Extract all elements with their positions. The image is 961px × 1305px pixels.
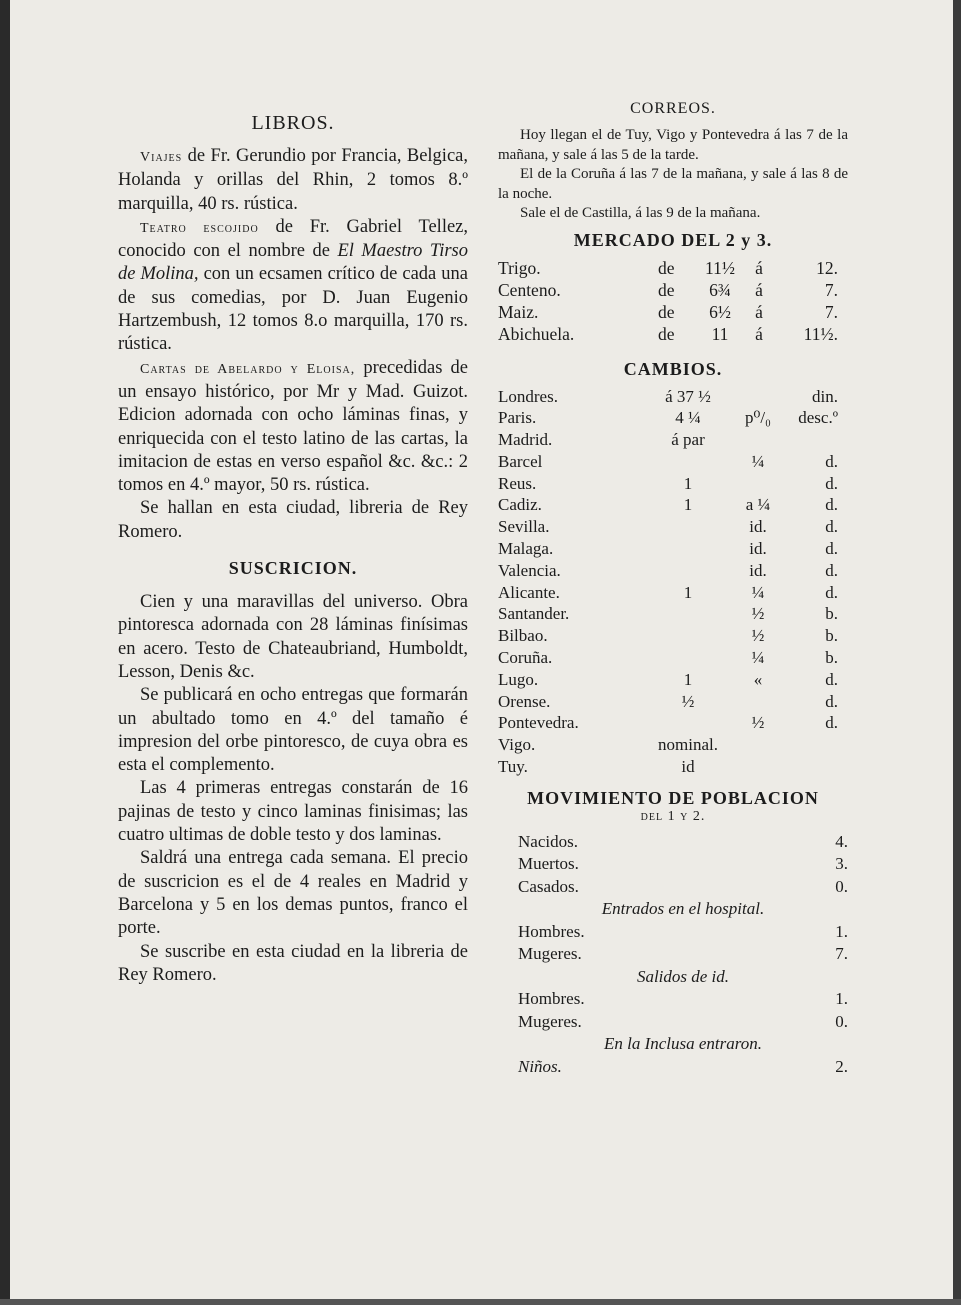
poblacion-subtitle: del 1 y 2.: [640, 808, 706, 824]
suscricion-paragraph-3: Las 4 primeras entregas constarán de 16 pajinas de testo y cinco laminas finisimas; las cuatro ultimas de doble testo y dos laminas.: [118, 778, 468, 846]
cambios-unit: d.: [825, 691, 838, 711]
cambios-place: Cadiz.: [498, 495, 542, 515]
cambios-value-1: [648, 451, 728, 473]
cambios-place: Madrid.: [498, 430, 553, 450]
cambios-value-2: ½: [751, 626, 765, 646]
correos-heading: CORREOS.: [630, 100, 716, 117]
cambios-unit: b.: [825, 604, 838, 624]
mercado-to: 12.: [816, 257, 838, 278]
suscricion-heading: SUSCRICION.: [228, 558, 358, 579]
page-bottom-edge: [0, 1299, 961, 1305]
cambios-place: Vigo.: [498, 735, 536, 755]
cambios-value-1: 1: [683, 669, 693, 689]
hospital-out-caption: Salidos de id.: [636, 966, 730, 986]
hospital-in-caption: Entrados en el hospital.: [601, 899, 765, 919]
cambios-unit: b.: [825, 648, 838, 668]
libros-p2-text-b: con un ecsamen crítico de cada una de sus comedias, por D. Juan Eugenio Hartzembush, 12 tomos 8.o marquilla, 170 rs. rústica.: [118, 264, 468, 355]
cambios-value-2: id.: [749, 560, 767, 580]
mercado-to: 7.: [824, 301, 838, 322]
table-row: [518, 1056, 848, 1079]
libros-p3-text: precedidas de un ensayo histórico, por Mr y Mad. Guizot. Edicion adornada con ocho láminas finas, y enriquecida con el testo latino de las cartas, la imitacion de estas en verso español &c. &c.: 2 tomos en 4.º mayor, 50 rs. rústica.: [118, 357, 468, 496]
poblacion-label: Mugeres.: [518, 1011, 582, 1031]
cambios-value-1: [648, 603, 728, 625]
table-row: [518, 988, 848, 1011]
cambios-value-1: [648, 712, 728, 734]
cambios-value-1: [648, 516, 728, 538]
table-row: [498, 538, 838, 560]
table-row: [498, 473, 838, 495]
table-row: [498, 323, 838, 345]
cambios-value-1: á par: [671, 430, 705, 450]
cambios-unit: d.: [825, 560, 838, 580]
cambios-place: Lugo.: [498, 669, 539, 689]
mercado-from: 6¾: [709, 279, 731, 300]
cambios-place: Orense.: [498, 691, 551, 711]
right-column: [498, 100, 848, 1078]
poblacion-label: Casados.: [518, 876, 579, 896]
table-row: [498, 712, 838, 734]
cambios-unit: d.: [825, 451, 838, 471]
cambios-place: Reus.: [498, 473, 537, 493]
mercado-from: 11½: [705, 257, 735, 278]
cambios-table: [498, 386, 838, 778]
mercado-from: 11: [711, 323, 729, 344]
cambios-value-2: [728, 756, 788, 778]
cambios-unit: d.: [825, 517, 838, 537]
cambios-value-2: ½: [751, 604, 765, 624]
table-row: [498, 582, 838, 604]
cambios-unit: [788, 429, 838, 451]
mercado-de: de: [658, 301, 675, 322]
table-row: [498, 301, 838, 323]
poblacion-value: 3.: [835, 854, 848, 874]
suscricion-paragraph-5: Se suscribe en esta ciudad en la libreria de Rey Romero.: [118, 941, 468, 985]
libros-p2-text-a: de Fr. Gabriel Tellez, conocido con el nombre de: [118, 216, 469, 262]
mercado-a: á: [755, 257, 763, 278]
cambios-value-1: ½: [681, 691, 695, 711]
cambios-value-1: id: [681, 757, 695, 777]
suscricion-paragraph-2: Se publicará en ocho entregas que formarán un abultado tomo en 4.º del tamaño é impresion del orbe pintoresco, de cuya obra es esta el complemento.: [118, 685, 468, 776]
cambios-value-1: [648, 647, 728, 669]
poblacion-label: Hombres.: [518, 989, 585, 1009]
table-row: [518, 876, 848, 899]
cambios-value-1: [648, 560, 728, 582]
table-row: [518, 966, 848, 989]
poblacion-value: 0.: [835, 1011, 848, 1031]
cambios-unit: [788, 734, 838, 756]
table-row: [518, 831, 848, 854]
cambios-value-2: ½: [751, 713, 765, 733]
cambios-place: Londres.: [498, 386, 558, 406]
inclusa-caption: En la Inclusa entraron.: [603, 1034, 763, 1054]
correos-paragraph-1: Hoy llegan el de Tuy, Vigo y Pontevedra á las 7 de la mañana, y sale á las 5 de la tarde.: [498, 127, 848, 163]
poblacion-label: Muertos.: [518, 854, 579, 874]
cambios-value-2: id.: [749, 517, 767, 537]
table-row: [498, 647, 838, 669]
cambios-unit: desc.º: [798, 408, 838, 428]
cambios-place: Santander.: [498, 604, 570, 624]
table-row: [498, 451, 838, 473]
cambios-value-2: [728, 473, 788, 495]
correos-paragraph-3: Sale el de Castilla, á las 9 de la mañana.: [520, 205, 761, 221]
cambios-value-2: ¼: [751, 648, 765, 668]
cambios-unit: d.: [825, 713, 838, 733]
table-row: [498, 257, 838, 279]
table-row: [498, 516, 838, 538]
cambios-place: Tuy.: [498, 757, 528, 777]
mercado-table: [498, 257, 838, 345]
libros-p2-italic: El Maestro Tirso de Molina,: [118, 241, 468, 285]
cambios-value-1: 1: [683, 495, 693, 515]
cambios-unit: d.: [825, 539, 838, 559]
cambios-place: Valencia.: [498, 560, 561, 580]
cambios-value-1: 4 ¼: [675, 408, 701, 428]
suscricion-paragraph-4: Saldrá una entrega cada semana. El precio de suscricion es el de 4 reales en Madrid y Barcelona y 5 en los demas puntos, franco el porte.: [118, 848, 468, 939]
poblacion-label: Nacidos.: [518, 831, 578, 851]
correos-paragraph-2: El de la Coruña á las 7 de la mañana, y sale á las 8 de la noche.: [498, 166, 848, 202]
libros-p1-lead: Viajes: [140, 150, 183, 165]
poblacion-value: 7.: [835, 944, 848, 964]
poblacion-label: Hombres.: [518, 921, 585, 941]
table-row: [518, 943, 848, 966]
mercado-a: á: [755, 323, 763, 344]
mercado-heading: MERCADO DEL 2 y 3.: [573, 229, 773, 250]
cambios-place: Malaga.: [498, 539, 554, 559]
table-row: [498, 756, 838, 778]
suscricion-paragraph-1: Cien y una maravillas del universo. Obra pintoresca adornada con 28 láminas finísimas en acero. Testo de Chateaubriand, Humboldt, Lesson, Denis &c.: [118, 592, 468, 682]
poblacion-heading: MOVIMIENTO DE POBLACION: [527, 787, 819, 808]
table-row: [518, 921, 848, 944]
libros-paragraph-2: [118, 216, 468, 357]
poblacion-value: 2.: [835, 1056, 848, 1076]
page-left-edge: [0, 0, 10, 1305]
cambios-value-2: a ¼: [745, 495, 771, 515]
cambios-value-2: [728, 691, 788, 713]
cambios-unit: d.: [825, 495, 838, 515]
mercado-to: 7.: [824, 279, 838, 300]
cambios-unit: [788, 756, 838, 778]
libros-p1-text: de Fr. Gerundio por Francia, Belgica, Holanda y orillas del Rhin, 2 tomos 8.º marquilla, 40 rs. rústica.: [118, 146, 468, 214]
table-row: [518, 1011, 848, 1034]
mercado-item: Trigo.: [498, 257, 541, 278]
mercado-a: á: [755, 279, 763, 300]
libros-paragraph-4: Se hallan en esta ciudad, libreria de Rey Romero.: [118, 498, 468, 542]
cambios-value-1: [648, 625, 728, 647]
cambios-place: Paris.: [498, 408, 537, 428]
table-row: [498, 494, 838, 516]
cambios-unit: d.: [825, 582, 838, 602]
poblacion-value: 1.: [835, 989, 848, 1009]
poblacion-label: Mugeres.: [518, 944, 582, 964]
poblacion-table: [518, 831, 848, 1079]
poblacion-label: Niños.: [518, 1056, 562, 1076]
mercado-de: de: [658, 323, 675, 344]
cambios-place: Pontevedra.: [498, 713, 579, 733]
table-row: [518, 853, 848, 876]
table-row: [498, 625, 838, 647]
cambios-value-2: «: [753, 669, 763, 689]
poblacion-value: 1.: [835, 921, 848, 941]
cambios-value-2: ¼: [751, 582, 765, 602]
cambios-value-1: 1: [683, 473, 693, 493]
mercado-a: á: [755, 301, 763, 322]
libros-p3-lead: Cartas de Abelardo y Eloisa,: [140, 361, 356, 377]
cambios-value-2: [728, 429, 788, 451]
cambios-place: Barcel: [498, 451, 543, 471]
mercado-to: 11½.: [803, 323, 838, 344]
mercado-de: de: [658, 257, 675, 278]
cambios-value-2: id.: [749, 539, 767, 559]
cambios-value-2: p⁰/₀: [745, 408, 771, 428]
mercado-de: de: [658, 279, 675, 300]
table-row: [498, 734, 838, 756]
cambios-place: Bilbao.: [498, 626, 548, 646]
mercado-item: Abichuela.: [498, 323, 575, 344]
libros-paragraph-3: [118, 357, 468, 498]
cambios-value-1: [648, 538, 728, 560]
cambios-value-1: á 37 ½: [665, 386, 711, 406]
cambios-place: Coruña.: [498, 648, 553, 668]
cambios-place: Sevilla.: [498, 517, 550, 537]
mercado-item: Centeno.: [498, 279, 561, 300]
table-row: [498, 669, 838, 691]
cambios-value-1: 1: [683, 582, 693, 602]
cambios-unit: b.: [825, 626, 838, 646]
mercado-item: Maiz.: [498, 301, 539, 322]
cambios-value-1: nominal.: [658, 735, 718, 755]
cambios-unit: din.: [812, 386, 838, 406]
table-row: [498, 429, 838, 451]
cambios-heading: CAMBIOS.: [623, 358, 723, 379]
left-column: [118, 112, 468, 987]
table-row: [518, 898, 848, 921]
cambios-value-2: ¼: [751, 451, 765, 471]
cambios-value-2: [728, 386, 788, 408]
page-right-edge: [953, 0, 961, 1305]
cambios-unit: d.: [825, 669, 838, 689]
cambios-place: Alicante.: [498, 582, 560, 602]
table-row: [518, 1033, 848, 1056]
libros-p2-lead: Teatro escojido: [140, 220, 259, 236]
table-row: [498, 279, 838, 301]
libros-heading: LIBROS.: [251, 112, 335, 134]
table-row: [498, 603, 838, 625]
table-row: [498, 691, 838, 713]
table-row: [498, 407, 838, 429]
cambios-unit: d.: [825, 473, 838, 493]
table-row: [498, 386, 838, 408]
libros-paragraph-1: [118, 145, 468, 216]
poblacion-value: 4.: [835, 831, 848, 851]
table-row: [498, 560, 838, 582]
cambios-value-2: [728, 734, 788, 756]
poblacion-value: 0.: [835, 876, 848, 896]
mercado-from: 6½: [709, 301, 731, 322]
